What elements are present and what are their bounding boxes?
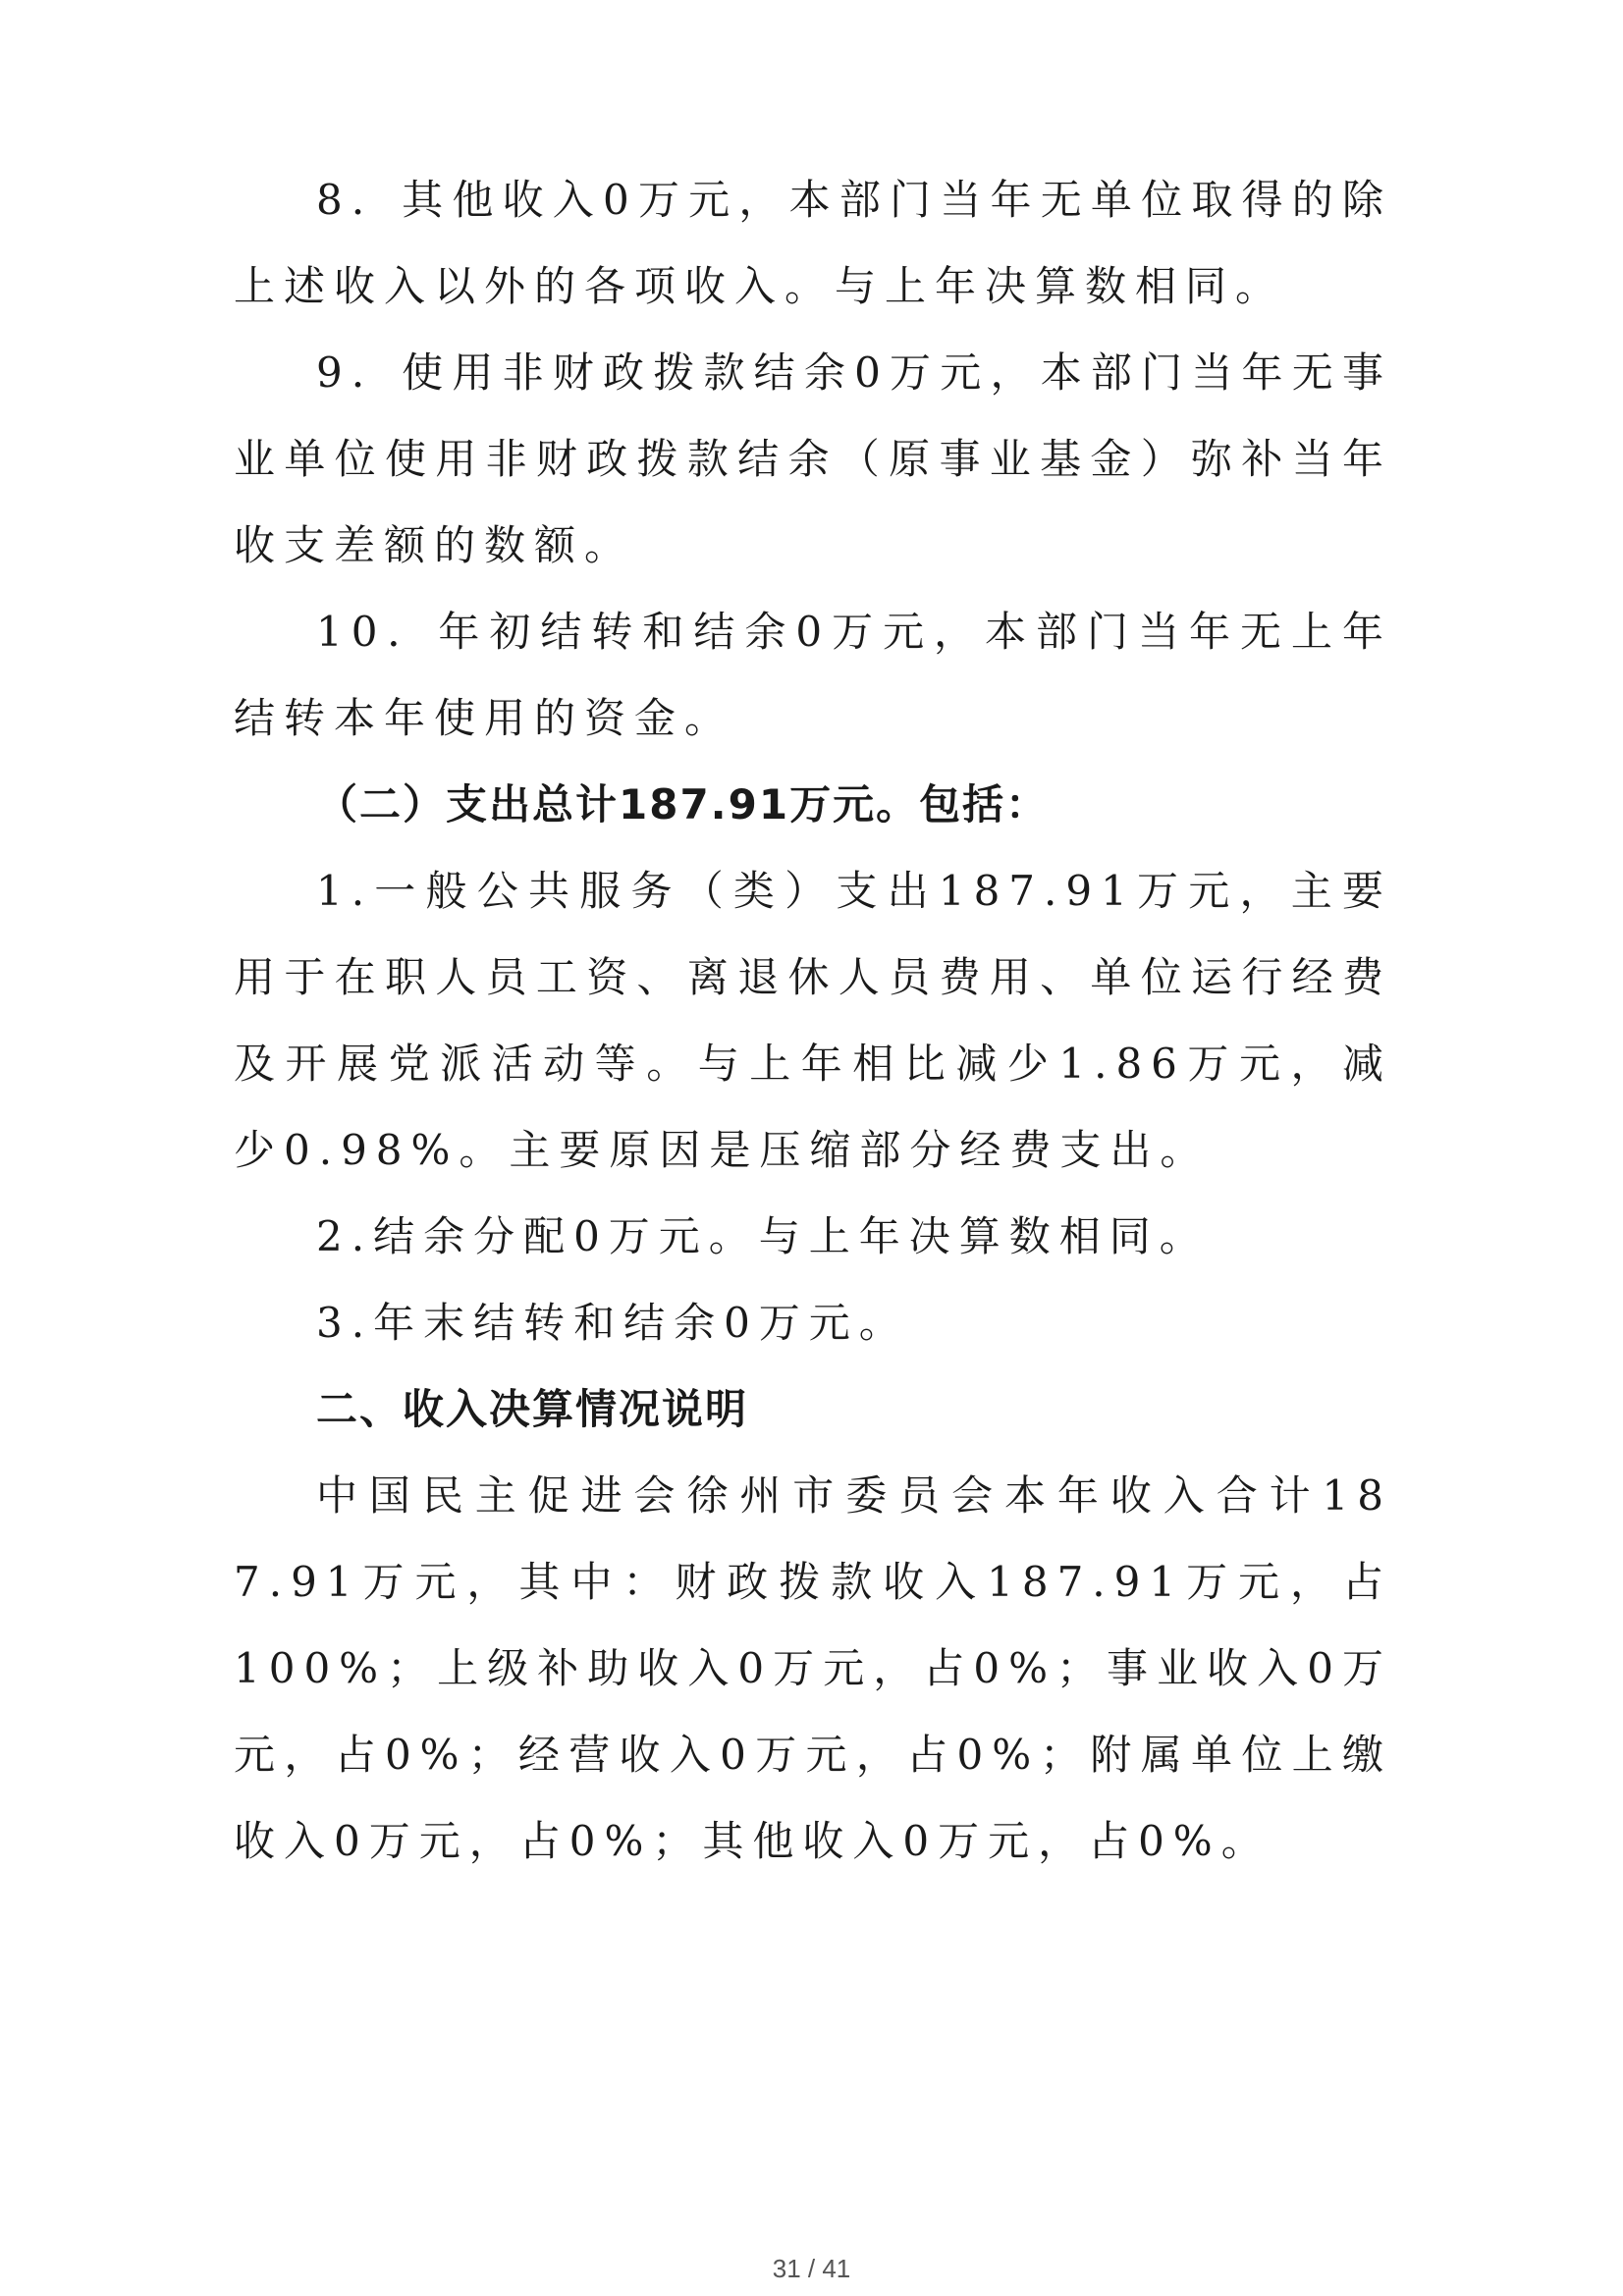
page-number: 31 / 41: [772, 2254, 851, 2283]
subheading-expenditure-total: （二）支出总计187.91万元。包括：: [316, 780, 1050, 828]
paragraph-carryover-begin: 10．年初结转和结余0万元，本部门当年无上年结转本年使用的资金。: [234, 608, 1392, 742]
paragraph-other-income: 8．其他收入0万元，本部门当年无单位取得的除上述收入以外的各项收入。与上年决算数相同。: [234, 176, 1392, 310]
section-heading-income: 二、收入决算情况说明: [316, 1385, 749, 1433]
paragraph-income-summary: 中国民主促进会徐州市委员会本年收入合计187.91万元，其中：财政拨款收入187.91万元，占100%；上级补助收入0万元，占0%；事业收入0万元，占0%；经营收入0万元，占0%；附属单位上缴收入0万元，占0%；其他收入0万元，占0%。: [234, 1471, 1392, 1865]
paragraph-non-fiscal-balance: 9．使用非财政拨款结余0万元，本部门当年无事业单位使用非财政拨款结余（原事业基金）弥补当年收支差额的数额。: [234, 348, 1392, 569]
paragraph-balance-distribution: 2.结余分配0万元。与上年决算数相同。: [316, 1212, 1210, 1260]
paragraph-public-services: 1.一般公共服务（类）支出187.91万元，主要用于在职人员工资、离退休人员费用、单位运行经费及开展党派活动等。与上年相比减少1.86万元，减少0.98%。主要原因是压缩部分经费支出。: [234, 867, 1392, 1174]
paragraph-carryover-end: 3.年末结转和结余0万元。: [316, 1299, 909, 1347]
document-body: [234, 157, 1392, 1885]
